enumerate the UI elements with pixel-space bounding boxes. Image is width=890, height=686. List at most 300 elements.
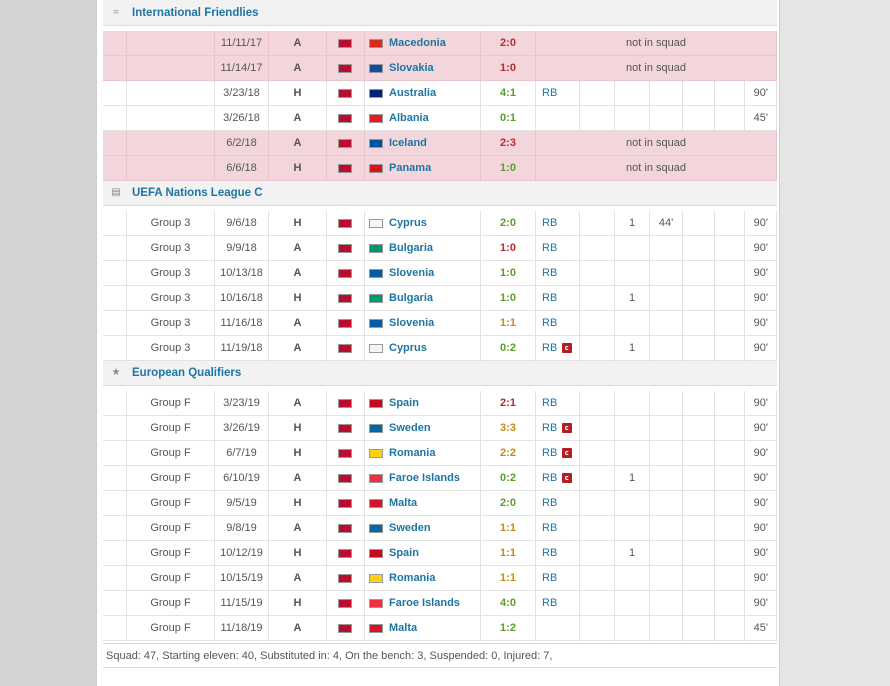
- match-row: [103, 131, 777, 156]
- competition-group: Group F: [126, 441, 214, 466]
- match-result-link[interactable]: 1:1: [480, 566, 535, 591]
- venue: H: [268, 81, 326, 106]
- position-cell: [535, 591, 579, 616]
- stat-empty: [714, 81, 744, 106]
- section-title: UEFA Nations League C: [132, 187, 263, 199]
- position-cell: [535, 106, 579, 131]
- goal-minute: [649, 391, 682, 416]
- captain-armband-icon: [562, 473, 572, 483]
- norway-flag-icon: [338, 399, 352, 408]
- goals-count: [614, 491, 649, 516]
- opponent-link[interactable]: Malta: [389, 622, 418, 634]
- squad-status-note: not in squad: [535, 31, 777, 56]
- opponent-cell[interactable]: [364, 391, 480, 416]
- goal-minute: [649, 516, 682, 541]
- minutes-played: 45': [744, 106, 777, 131]
- opponent-link[interactable]: Faroe Islands: [389, 472, 460, 484]
- venue: H: [268, 591, 326, 616]
- position-link[interactable]: RB: [542, 292, 558, 304]
- stat-empty: [714, 516, 744, 541]
- position-link[interactable]: RB: [542, 472, 558, 484]
- minutes-played: 90': [744, 311, 777, 336]
- stat-empty: [714, 336, 744, 361]
- stat-empty: [682, 81, 714, 106]
- match-row: [103, 466, 777, 491]
- stat-empty: [579, 441, 614, 466]
- match-result-link[interactable]: 2:3: [480, 131, 535, 156]
- opponent-link[interactable]: Slovakia: [389, 62, 434, 74]
- match-row: [103, 156, 777, 181]
- opponent-link[interactable]: Spain: [389, 547, 419, 559]
- match-date: 6/2/18: [214, 131, 268, 156]
- match-date: 6/7/19: [214, 441, 268, 466]
- stat-empty: [682, 311, 714, 336]
- match-result-link[interactable]: 2:0: [480, 211, 535, 236]
- minutes-played: 90': [744, 466, 777, 491]
- stat-empty: [714, 416, 744, 441]
- competition-group: [126, 156, 214, 181]
- match-result-link[interactable]: 2:1: [480, 391, 535, 416]
- stat-empty: [579, 566, 614, 591]
- venue: A: [268, 131, 326, 156]
- team-flag-cell: [326, 491, 364, 516]
- match-row: [103, 541, 777, 566]
- venue: H: [268, 541, 326, 566]
- competition-group: Group 3: [126, 311, 214, 336]
- position-link[interactable]: RB: [542, 317, 558, 329]
- opponent-cell[interactable]: [364, 566, 480, 591]
- goal-minute: [649, 336, 682, 361]
- match-date: 9/8/19: [214, 516, 268, 541]
- match-result-link[interactable]: 1:0: [480, 286, 535, 311]
- minutes-played: 90': [744, 286, 777, 311]
- goals-count: 1: [614, 211, 649, 236]
- match-row: [103, 566, 777, 591]
- stat-empty: [579, 336, 614, 361]
- opponent-cell[interactable]: [364, 466, 480, 491]
- match-result-link[interactable]: 1:0: [480, 156, 535, 181]
- position-cell: [535, 441, 579, 466]
- stat-empty: [682, 416, 714, 441]
- position-link[interactable]: RB: [542, 447, 558, 459]
- match-result-link[interactable]: 4:0: [480, 591, 535, 616]
- section-title: International Friendlies: [132, 7, 259, 19]
- section-title: European Qualifiers: [132, 367, 242, 379]
- team-flag-cell: [326, 81, 364, 106]
- minutes-played: 90': [744, 81, 777, 106]
- competition-group: Group 3: [126, 211, 214, 236]
- team-flag-cell: [326, 441, 364, 466]
- captain-armband-icon: [562, 448, 572, 458]
- goal-minute: 44': [649, 211, 682, 236]
- stat-empty: [714, 491, 744, 516]
- team-flag-cell: [326, 261, 364, 286]
- position-cell: [535, 491, 579, 516]
- match-row: [103, 211, 777, 236]
- opponent-cell[interactable]: [364, 106, 480, 131]
- stat-empty: [579, 391, 614, 416]
- competition-group: [126, 31, 214, 56]
- team-flag-cell: [326, 591, 364, 616]
- norway-flag-icon: [338, 219, 352, 228]
- team-flag-cell: [326, 106, 364, 131]
- venue: A: [268, 236, 326, 261]
- match-result-link[interactable]: 1:0: [480, 261, 535, 286]
- opponent-flag-icon: [369, 424, 383, 433]
- opponent-link[interactable]: Iceland: [389, 137, 427, 149]
- opponent-link[interactable]: Cyprus: [389, 342, 427, 354]
- position-cell: [535, 311, 579, 336]
- goals-count: [614, 81, 649, 106]
- venue: A: [268, 261, 326, 286]
- opponent-cell[interactable]: [364, 336, 480, 361]
- goals-count: [614, 236, 649, 261]
- position-link[interactable]: RB: [542, 522, 558, 534]
- norway-flag-icon: [338, 244, 352, 253]
- team-flag-cell: [326, 236, 364, 261]
- position-link[interactable]: RB: [542, 217, 558, 229]
- match-date: 6/10/19: [214, 466, 268, 491]
- opponent-link[interactable]: Bulgaria: [389, 242, 434, 254]
- opponent-link[interactable]: Spain: [389, 397, 419, 409]
- venue: H: [268, 441, 326, 466]
- goal-minute: [649, 616, 682, 641]
- position-link[interactable]: RB: [542, 547, 558, 559]
- stat-empty: [579, 416, 614, 441]
- left-gutter: [0, 0, 96, 686]
- opponent-cell[interactable]: [364, 236, 480, 261]
- match-row: [103, 491, 777, 516]
- goals-count: [614, 591, 649, 616]
- norway-flag-icon: [338, 599, 352, 608]
- match-row: [103, 106, 777, 131]
- opponent-flag-icon: [369, 114, 383, 123]
- match-date: 9/5/19: [214, 491, 268, 516]
- position-link[interactable]: RB: [542, 87, 558, 99]
- goal-minute: [649, 591, 682, 616]
- goals-count: 1: [614, 286, 649, 311]
- opponent-link[interactable]: Sweden: [389, 522, 431, 534]
- match-row: [103, 516, 777, 541]
- goals-count: [614, 416, 649, 441]
- opponent-cell[interactable]: [364, 416, 480, 441]
- stat-empty: [579, 466, 614, 491]
- opponent-cell[interactable]: [364, 211, 480, 236]
- position-cell: [535, 516, 579, 541]
- norway-flag-icon: [338, 344, 352, 353]
- position-link[interactable]: RB: [542, 342, 558, 354]
- goal-minute: [649, 106, 682, 131]
- venue: H: [268, 286, 326, 311]
- match-row: [103, 286, 777, 311]
- venue: H: [268, 211, 326, 236]
- minutes-played: 90': [744, 236, 777, 261]
- team-flag-cell: [326, 616, 364, 641]
- match-result-link[interactable]: 2:2: [480, 441, 535, 466]
- match-date: 3/23/19: [214, 391, 268, 416]
- opponent-flag-icon: [369, 294, 383, 303]
- stat-empty: [682, 211, 714, 236]
- competition-group: Group 3: [126, 336, 214, 361]
- match-result-link[interactable]: 0:2: [480, 466, 535, 491]
- opponent-link[interactable]: Malta: [389, 497, 418, 509]
- norway-flag-icon: [338, 474, 352, 483]
- match-result-link[interactable]: 4:1: [480, 81, 535, 106]
- competition-group: Group F: [126, 591, 214, 616]
- venue: H: [268, 156, 326, 181]
- opponent-link[interactable]: Bulgaria: [389, 292, 434, 304]
- norway-flag-icon: [338, 449, 352, 458]
- opponent-cell[interactable]: [364, 541, 480, 566]
- norway-flag-icon: [338, 114, 352, 123]
- opponent-cell[interactable]: [364, 261, 480, 286]
- match-date: 11/15/19: [214, 591, 268, 616]
- match-date: 3/23/18: [214, 81, 268, 106]
- opponent-link[interactable]: Sweden: [389, 422, 431, 434]
- team-flag-cell: [326, 211, 364, 236]
- norway-flag-icon: [338, 64, 352, 73]
- competition-group: Group 3: [126, 236, 214, 261]
- match-result-link[interactable]: 2:0: [480, 31, 535, 56]
- opponent-flag-icon: [369, 319, 383, 328]
- opponent-flag-icon: [369, 549, 383, 558]
- stat-empty: [714, 286, 744, 311]
- match-row: [103, 416, 777, 441]
- section-header: [103, 0, 777, 26]
- norway-flag-icon: [338, 164, 352, 173]
- minutes-played: 90': [744, 336, 777, 361]
- match-date: 9/6/18: [214, 211, 268, 236]
- opponent-cell[interactable]: [364, 311, 480, 336]
- competition-group: Group F: [126, 516, 214, 541]
- minutes-played: 90': [744, 211, 777, 236]
- team-flag-cell: [326, 336, 364, 361]
- norway-flag-icon: [338, 39, 352, 48]
- squad-status-note: not in squad: [535, 56, 777, 81]
- goals-count: 1: [614, 336, 649, 361]
- squad-status-note: not in squad: [535, 156, 777, 181]
- stat-empty: [682, 591, 714, 616]
- stat-empty: [682, 236, 714, 261]
- opponent-flag-icon: [369, 599, 383, 608]
- team-flag-cell: [326, 286, 364, 311]
- match-date: 3/26/19: [214, 416, 268, 441]
- opponent-flag-icon: [369, 399, 383, 408]
- nations-league-icon: ▤: [111, 187, 121, 198]
- opponent-flag-icon: [369, 524, 383, 533]
- norway-flag-icon: [338, 624, 352, 633]
- match-result-link[interactable]: 1:0: [480, 236, 535, 261]
- performance-panel: [96, 0, 780, 686]
- stat-empty: [682, 491, 714, 516]
- stat-empty: [579, 261, 614, 286]
- match-row: [103, 311, 777, 336]
- opponent-link[interactable]: Romania: [389, 447, 436, 459]
- match-result-link[interactable]: 1:1: [480, 311, 535, 336]
- team-flag-cell: [326, 466, 364, 491]
- match-row: [103, 336, 777, 361]
- team-flag-cell: [326, 516, 364, 541]
- venue: H: [268, 416, 326, 441]
- competition-group: Group F: [126, 616, 214, 641]
- goal-minute: [649, 261, 682, 286]
- norway-flag-icon: [338, 294, 352, 303]
- norway-flag-icon: [338, 499, 352, 508]
- match-date: 10/16/18: [214, 286, 268, 311]
- match-row: [103, 261, 777, 286]
- euro-qualifiers-icon: ★: [111, 367, 121, 378]
- stat-empty: [714, 391, 744, 416]
- position-link[interactable]: RB: [542, 422, 558, 434]
- opponent-cell[interactable]: [364, 56, 480, 81]
- competition-group: Group F: [126, 391, 214, 416]
- match-result-link[interactable]: 3:3: [480, 416, 535, 441]
- stat-empty: [682, 441, 714, 466]
- stat-empty: [579, 616, 614, 641]
- stat-empty: [579, 541, 614, 566]
- opponent-flag-icon: [369, 244, 383, 253]
- competition-group: [126, 106, 214, 131]
- position-cell: [535, 81, 579, 106]
- position-link[interactable]: RB: [542, 397, 558, 409]
- position-cell: [535, 416, 579, 441]
- opponent-flag-icon: [369, 574, 383, 583]
- norway-flag-icon: [338, 524, 352, 533]
- match-result-link[interactable]: 1:2: [480, 616, 535, 641]
- opponent-flag-icon: [369, 344, 383, 353]
- opponent-cell[interactable]: [364, 131, 480, 156]
- opponent-cell[interactable]: [364, 591, 480, 616]
- competition-group: Group F: [126, 416, 214, 441]
- opponent-link[interactable]: Macedonia: [389, 37, 446, 49]
- stat-empty: [579, 81, 614, 106]
- norway-flag-icon: [338, 269, 352, 278]
- match-row: [103, 441, 777, 466]
- stat-empty: [579, 236, 614, 261]
- position-link[interactable]: RB: [542, 497, 558, 509]
- position-link[interactable]: RB: [542, 242, 558, 254]
- team-flag-cell: [326, 311, 364, 336]
- match-result-link[interactable]: 1:1: [480, 516, 535, 541]
- match-row: [103, 391, 777, 416]
- stat-empty: [714, 236, 744, 261]
- goals-count: [614, 106, 649, 131]
- stat-empty: [714, 541, 744, 566]
- opponent-cell[interactable]: [364, 31, 480, 56]
- squad-summary: Squad: 47, Starting eleven: 40, Substituted in: 4, On the bench: 3, Suspended: 0, Injured: 7,: [103, 643, 777, 668]
- opponent-flag-icon: [369, 624, 383, 633]
- venue: A: [268, 106, 326, 131]
- stat-empty: [714, 106, 744, 131]
- match-result-link[interactable]: 1:1: [480, 541, 535, 566]
- opponent-flag-icon: [369, 164, 383, 173]
- opponent-link[interactable]: Romania: [389, 572, 436, 584]
- competition-group: Group F: [126, 466, 214, 491]
- opponent-cell[interactable]: [364, 286, 480, 311]
- match-row: [103, 591, 777, 616]
- position-cell: [535, 336, 579, 361]
- team-flag-cell: [326, 416, 364, 441]
- opponent-cell[interactable]: [364, 516, 480, 541]
- opponent-link[interactable]: Slovenia: [389, 267, 435, 279]
- stat-empty: [579, 286, 614, 311]
- venue: A: [268, 336, 326, 361]
- goals-count: [614, 441, 649, 466]
- stat-empty: [682, 261, 714, 286]
- opponent-cell[interactable]: [364, 156, 480, 181]
- goals-count: 1: [614, 466, 649, 491]
- team-flag-cell: [326, 156, 364, 181]
- stat-empty: [714, 261, 744, 286]
- match-result-link[interactable]: 0:1: [480, 106, 535, 131]
- opponent-flag-icon: [369, 219, 383, 228]
- stat-empty: [714, 566, 744, 591]
- norway-flag-icon: [338, 319, 352, 328]
- position-link[interactable]: RB: [542, 572, 558, 584]
- venue: H: [268, 491, 326, 516]
- match-result-link[interactable]: 1:0: [480, 56, 535, 81]
- goals-count: 1: [614, 541, 649, 566]
- stat-empty: [579, 591, 614, 616]
- position-link[interactable]: RB: [542, 267, 558, 279]
- venue: A: [268, 616, 326, 641]
- match-row: [103, 56, 777, 81]
- opponent-cell[interactable]: [364, 616, 480, 641]
- goal-minute: [649, 236, 682, 261]
- position-link[interactable]: RB: [542, 597, 558, 609]
- stat-empty: [682, 336, 714, 361]
- opponent-cell[interactable]: [364, 81, 480, 106]
- opponent-link[interactable]: Panama: [389, 162, 432, 174]
- minutes-played: 90': [744, 441, 777, 466]
- position-cell: [535, 466, 579, 491]
- goal-minute: [649, 286, 682, 311]
- opponent-cell[interactable]: [364, 491, 480, 516]
- opponent-link[interactable]: Albania: [389, 112, 429, 124]
- stat-empty: [579, 106, 614, 131]
- stat-empty: [714, 591, 744, 616]
- position-cell: [535, 286, 579, 311]
- competition-group: [126, 131, 214, 156]
- stat-empty: [682, 616, 714, 641]
- match-date: 11/18/19: [214, 616, 268, 641]
- opponent-link[interactable]: Slovenia: [389, 317, 435, 329]
- opponent-link[interactable]: Cyprus: [389, 217, 427, 229]
- opponent-link[interactable]: Australia: [389, 87, 437, 99]
- opponent-link[interactable]: Faroe Islands: [389, 597, 460, 609]
- goal-minute: [649, 566, 682, 591]
- match-result-link[interactable]: 2:0: [480, 491, 535, 516]
- team-flag-cell: [326, 31, 364, 56]
- venue: A: [268, 466, 326, 491]
- match-date: 10/12/19: [214, 541, 268, 566]
- position-cell: [535, 566, 579, 591]
- venue: A: [268, 31, 326, 56]
- minutes-played: 90': [744, 566, 777, 591]
- opponent-cell[interactable]: [364, 441, 480, 466]
- minutes-played: 45': [744, 616, 777, 641]
- match-result-link[interactable]: 0:2: [480, 336, 535, 361]
- minutes-played: 90': [744, 491, 777, 516]
- team-flag-cell: [326, 541, 364, 566]
- venue: A: [268, 516, 326, 541]
- goal-minute: [649, 491, 682, 516]
- minutes-played: 90': [744, 391, 777, 416]
- section-header: [103, 360, 777, 386]
- goals-count: [614, 516, 649, 541]
- competition-group: Group F: [126, 491, 214, 516]
- match-row: [103, 616, 777, 641]
